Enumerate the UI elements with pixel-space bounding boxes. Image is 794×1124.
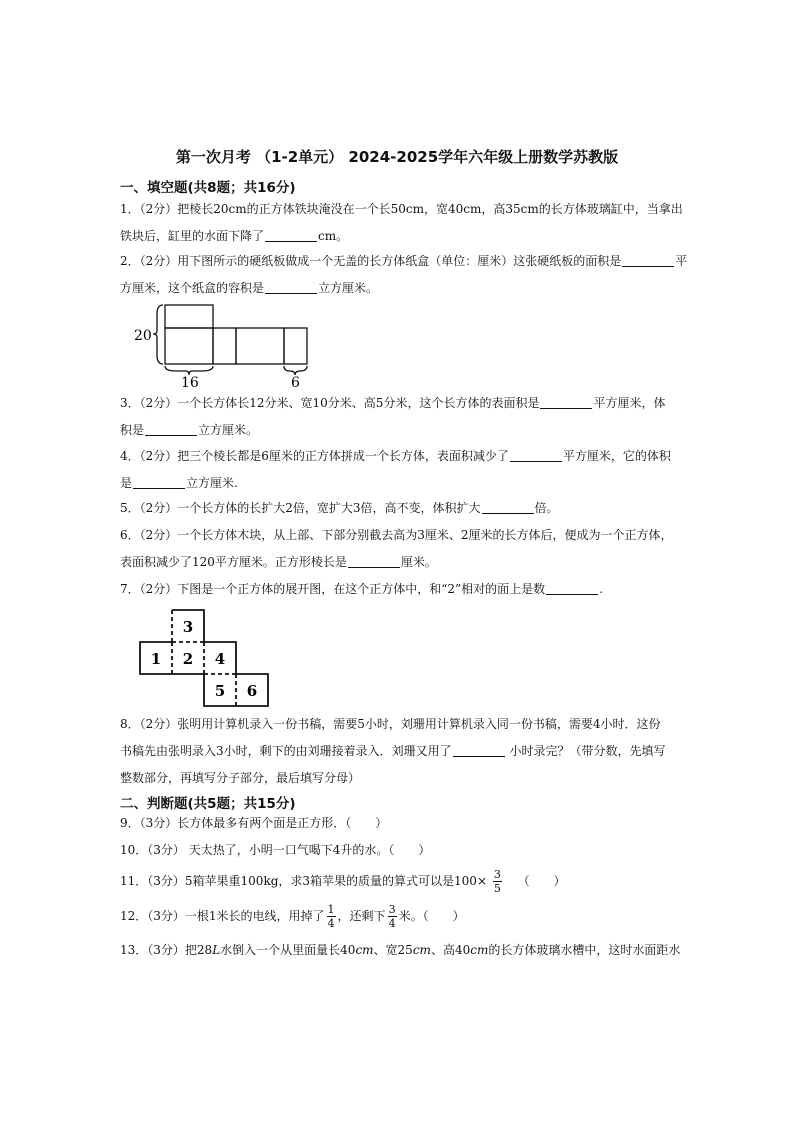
question-4-text: 4．（2分）把三个棱长都是6厘米的正方体拼成一个长方体，表面积减少了 <box>120 449 509 463</box>
question-8-line-2 <box>120 738 700 765</box>
face-4-label: 4 <box>214 650 226 668</box>
question-6-unit: 厘米。 <box>400 555 437 569</box>
question-3-text: 积是 <box>120 423 145 437</box>
question-2-text: 方厘米，这个纸盒的容积是 <box>120 281 265 295</box>
answer-blank[interactable] <box>510 447 562 462</box>
answer-blank[interactable] <box>482 499 534 514</box>
question-13-text: 、宽25 <box>373 943 413 957</box>
question-13-text: 的长方体玻璃水槽中，这时水面距水 <box>488 943 681 957</box>
net-base-right <box>236 328 284 364</box>
cardboard-net-figure <box>130 298 320 390</box>
answer-blank[interactable] <box>348 553 400 568</box>
question-13-text: 13．（3分）把28 <box>120 943 213 957</box>
height-label: 20 <box>134 328 152 344</box>
question-4-unit: 立方厘米. <box>186 476 238 490</box>
question-8-text: 小时录完？（带分数，先填写 <box>505 744 666 758</box>
question-3 <box>120 390 700 444</box>
question-2-unit: 平 <box>675 254 688 268</box>
question-1 <box>120 196 700 250</box>
face-5-label: 5 <box>214 682 226 700</box>
answer-blank[interactable] <box>265 279 317 294</box>
net-side-2 <box>284 328 307 364</box>
width-label: 16 <box>181 375 199 390</box>
question-1-text: 铁块后，缸里的水面下降了 <box>120 229 265 243</box>
question-8-line-3: 整数部分，再填写分子部分，最后填写分母） <box>120 771 361 785</box>
question-8-text: 书稿先由张明录入3小时，剩下的由刘珊接着录入．刘珊又用了 <box>120 744 452 758</box>
question-12-text: 12．（3分）一根1米长的电线，用掉了 <box>120 909 325 923</box>
fraction-3-4 <box>388 903 397 930</box>
question-3-line-1 <box>120 390 700 417</box>
question-1-unit: cm。 <box>318 229 349 243</box>
answer-blank[interactable] <box>453 742 505 757</box>
question-4-line-2 <box>120 470 700 497</box>
face-1-label: 1 <box>150 650 162 668</box>
section-true-false-title: 二、判断题(共5题；共15分) <box>120 796 296 812</box>
net-base-left <box>165 328 213 364</box>
fraction-3-5 <box>493 868 502 895</box>
fraction-numerator: 3 <box>493 868 501 881</box>
question-5-unit: 倍。 <box>534 501 559 515</box>
cube-net-figure <box>138 608 272 708</box>
answer-blank[interactable] <box>622 252 674 267</box>
question-4-unit: 平方厘米，它的体积 <box>562 449 671 463</box>
face-6-label: 6 <box>246 682 258 700</box>
question-13-text: 水倒入一个从里面量长40 <box>220 943 356 957</box>
question-2-unit: 立方厘米。 <box>318 281 379 295</box>
question-6-line-2 <box>120 549 700 576</box>
answer-blank[interactable] <box>133 474 185 489</box>
question-4-line-1 <box>120 443 700 470</box>
question-7-unit: . <box>599 582 604 596</box>
answer-blank[interactable] <box>265 227 317 242</box>
side-brace <box>284 366 307 375</box>
question-10: 10．（3分） 天太热了，小明一口气喝下4升的水。（ ） <box>120 843 431 857</box>
question-6-line-1: 6．（2分）一个长方体木块，从上部、下部分别截去高为3厘米、2厘米的长方体后，便成为一个正方体， <box>120 528 673 542</box>
fraction-denominator: 4 <box>327 917 335 930</box>
question-2-line-1 <box>120 248 700 275</box>
fraction-1-4 <box>327 903 336 930</box>
question-5-line-1 <box>120 495 700 522</box>
question-4-text: 是 <box>120 476 133 490</box>
face-2-label: 2 <box>182 650 194 668</box>
unit-cm: cm <box>412 943 431 957</box>
question-6 <box>120 522 700 576</box>
exam-title: 第一次月考 （1-2单元） 2024-2025学年六年级上册数学苏教版 <box>175 148 619 166</box>
question-5 <box>120 495 700 522</box>
question-2 <box>120 248 700 302</box>
question-7-line-1 <box>120 576 700 603</box>
question-12-text: ，还剩下 <box>337 909 386 923</box>
question-3-text: 3．（2分）一个长方体长12分米、宽10分米、高5分米，这个长方体的表面积是 <box>120 396 540 410</box>
question-7 <box>120 576 700 603</box>
question-4 <box>120 443 700 497</box>
fraction-numerator: 3 <box>388 903 396 916</box>
answer-parentheses[interactable]: （ ） <box>517 874 566 888</box>
unit-liter: L <box>212 943 221 957</box>
section-fill-in-title: 一、填空题(共8题；共16分) <box>120 180 296 196</box>
height-brace <box>153 305 163 364</box>
question-3-unit: 平方厘米，体 <box>593 396 666 410</box>
fraction-denominator: 4 <box>388 917 396 930</box>
question-1-line-2 <box>120 223 700 250</box>
unit-cm: cm <box>470 943 489 957</box>
side-label: 6 <box>291 375 300 390</box>
question-13 <box>120 937 720 964</box>
answer-blank[interactable] <box>145 421 197 436</box>
question-2-text: 2．（2分）用下图所示的硬纸板做成一个无盖的长方体纸盒（单位：厘米）这张硬纸板的面积是 <box>120 254 622 268</box>
question-5-text: 5．（2分）一个长方体的长扩大2倍，宽扩大3倍，高不变，体积扩大 <box>120 501 481 515</box>
question-1-line-1: 1．（2分）把棱长20cm的正方体铁块淹没在一个长50cm，宽40cm，高35cm的长方体玻璃缸中，当拿出 <box>120 202 683 216</box>
question-3-unit: 立方厘米。 <box>198 423 259 437</box>
unit-cm: cm <box>355 943 374 957</box>
question-8 <box>120 711 700 792</box>
question-8-line-1: 8．（2分）张明用计算机录入一份书稿，需要5小时，刘珊用计算机录入同一份书稿，需要4小时．这份 <box>120 717 661 731</box>
question-6-text: 表面积减少了120平方厘米。正方形棱长是 <box>120 555 347 569</box>
question-9: 9．（3分）长方体最多有两个面是正方形．（ ） <box>120 816 388 830</box>
net-side-1 <box>213 328 236 364</box>
face-3-label: 3 <box>182 618 194 636</box>
fraction-numerator: 1 <box>327 903 335 916</box>
question-12 <box>120 903 700 930</box>
question-11-text: 11．（3分）5箱苹果重100kg，求3箱苹果的质量的算式可以是100× <box>120 874 487 888</box>
question-11 <box>120 868 700 895</box>
question-7-text: 7．（2分）下图是一个正方体的展开图，在这个正方体中，和“2”相对的面上是数 <box>120 582 546 596</box>
answer-blank[interactable] <box>540 394 592 409</box>
net-top-flap <box>165 305 213 328</box>
answer-blank[interactable] <box>546 580 598 595</box>
question-13-text: 、高40 <box>430 943 471 957</box>
question-12-text: 米。（ ） <box>398 909 465 923</box>
question-3-line-2 <box>120 417 700 444</box>
width-brace <box>165 366 213 375</box>
fraction-denominator: 5 <box>493 882 501 895</box>
